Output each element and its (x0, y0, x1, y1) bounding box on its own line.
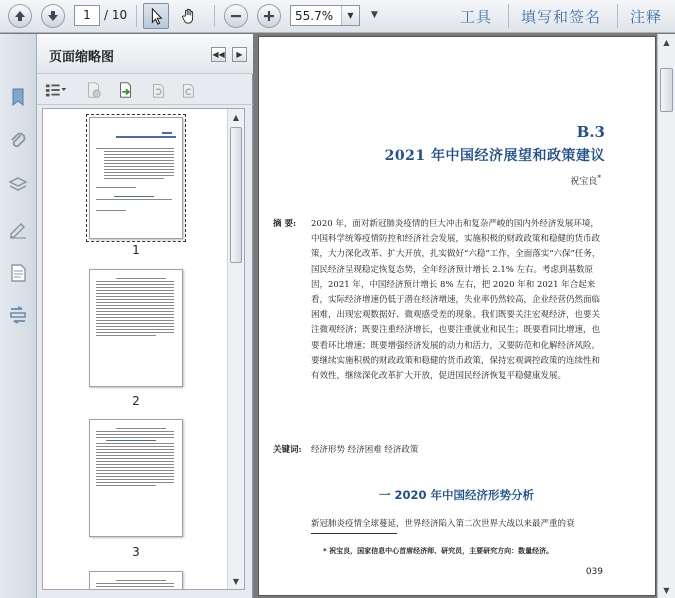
page-thumbnail[interactable] (89, 571, 183, 590)
document-view (254, 34, 675, 598)
zoom-value: 55.7% (295, 9, 334, 23)
panel-toolbar (37, 75, 253, 105)
thumbnail-list (42, 108, 245, 590)
abstract-text: 2020 年，面对新冠肺炎疫情的巨大冲击和复杂严峻的国内外经济发展环境，中国科学统筹疫情防控和经济社会发展，实施积极的财政政策和稳健的货币政策，大力深化改革、扩大开放，扎实做好“六稳”工作，全面落实“六保”任务，国民经济呈现稳定恢复态势，全年经济预计增长 2.1% 左右。考虑到基数原因，2021 年，中国经济预计增长 8% 左右，把 2020 年和 2021 年合起来看，实际经济增速仍低于潜在经济增速，失业率仍然较高，企业经营仍然面临困难，出现宏观数据好、微观感受差的现象。我们既要关注宏观经济，也要关注微观经济；既要注重经济增长，也要注重就业和民生；既要看同比增速，也要看环比增速；既要增强经济发展的动力和活力，又要防范和化解经济风险。要继续实施积极的财政政策和稳健的货币政策，保持宏观调控政策的连续性和有效性，继续深化改革扩大开放，促进国民经济恢复平稳健康发展。 (311, 219, 601, 382)
paperclip-icon (7, 130, 29, 152)
page-icon (7, 262, 29, 284)
abstract (273, 217, 607, 384)
chapter-number: B.3 (576, 123, 605, 141)
zoom-in-button[interactable] (257, 4, 281, 28)
scroll-down-icon[interactable]: ▼ (232, 576, 240, 586)
section-heading: 一 2020 年中国经济形势分析 (379, 488, 535, 502)
options-menu-icon (45, 82, 67, 98)
bookmark-icon (7, 86, 29, 108)
scroll-thumb[interactable] (230, 127, 242, 263)
pen-signature-icon (7, 218, 29, 240)
layers-button[interactable] (5, 172, 31, 198)
scroll-down-icon[interactable]: ▼ (663, 585, 670, 595)
comment-menu[interactable]: 注释 (630, 8, 663, 26)
arrow-up-icon (13, 9, 27, 23)
page-number-input[interactable]: 1 (74, 5, 100, 26)
author (570, 173, 601, 187)
cursor-icon (147, 7, 165, 25)
document-title: 2021 年中国经济展望和政策建议 (384, 148, 605, 164)
bookmark-button[interactable] (5, 84, 31, 110)
attachments-button[interactable] (5, 128, 31, 154)
rotate-cw-button[interactable] (177, 79, 199, 101)
rotate-left-icon (149, 81, 167, 99)
options-button[interactable] (45, 79, 67, 101)
hand-tool-button[interactable] (176, 3, 202, 29)
zoom-out-button[interactable] (224, 4, 248, 28)
sort-icon (7, 304, 29, 326)
footnote-marker: * (597, 173, 601, 182)
arrow-down-icon (46, 9, 60, 23)
previous-page-button[interactable] (8, 4, 32, 28)
delete-page-icon (85, 81, 103, 99)
toolbar-divider (617, 4, 618, 28)
document-page (258, 36, 656, 596)
toolbar-divider (508, 4, 509, 28)
thumbnail-label: 3 (132, 545, 140, 559)
footnote-divider (311, 533, 397, 534)
scroll-thumb[interactable] (660, 68, 673, 112)
abstract-label: 摘 要: (273, 219, 297, 229)
more-tools-icon[interactable]: ▼ (371, 10, 378, 20)
thumbnail-label: 1 (132, 243, 140, 257)
navigation-rail (0, 34, 37, 598)
insert-page-icon (117, 81, 135, 99)
signatures-button[interactable] (5, 216, 31, 242)
hand-icon (180, 7, 198, 25)
pages-button[interactable] (5, 260, 31, 286)
next-page-button[interactable] (41, 4, 65, 28)
page-thumbnail[interactable] (89, 269, 183, 387)
chevron-down-icon[interactable]: ▼ (341, 6, 359, 25)
minus-icon (229, 9, 243, 23)
body-text: 新冠肺炎疫情全球蔓延，世界经济陷入第二次世界大战以来最严重的衰 (311, 519, 575, 529)
collapse-panel-button[interactable]: ◀◀ (211, 47, 226, 62)
thumbnail-panel (37, 34, 253, 598)
tools-menu[interactable]: 工具 (460, 8, 493, 26)
document-scrollbar[interactable] (657, 34, 675, 598)
page-thumbnail[interactable] (89, 419, 183, 537)
toolbar-divider (136, 5, 137, 27)
scroll-up-icon[interactable]: ▲ (232, 112, 240, 122)
thumbnail-label: 2 (132, 394, 140, 408)
author-name: 祝宝良 (570, 177, 598, 187)
toolbar-divider (214, 5, 215, 27)
page-total: / 10 (104, 8, 128, 22)
panel-title: 页面缩略图 (49, 50, 115, 65)
keywords-text: 经济形势 经济困难 经济政策 (311, 445, 419, 455)
footnote: * 祝宝良，国家信息中心首席经济师、研究员，主要研究方向：数量经济。 (323, 547, 554, 555)
zoom-select[interactable] (290, 5, 360, 26)
compare-button[interactable] (5, 302, 31, 328)
expand-panel-button[interactable]: ▶ (232, 47, 247, 62)
plus-icon (262, 9, 276, 23)
layers-icon (7, 174, 29, 196)
insert-page-button[interactable] (115, 79, 137, 101)
page-number: 039 (585, 567, 603, 577)
page-thumbnail[interactable] (89, 117, 183, 239)
delete-page-button[interactable] (83, 79, 105, 101)
select-tool-button[interactable] (143, 3, 169, 29)
panel-header (37, 34, 253, 74)
fill-sign-menu[interactable]: 填写和签名 (521, 8, 602, 26)
rotate-right-icon (179, 81, 197, 99)
keywords (273, 443, 611, 455)
main-toolbar (0, 0, 675, 33)
thumbnail-scrollbar[interactable] (227, 109, 244, 589)
keywords-label: 关键词: (273, 445, 302, 455)
rotate-ccw-button[interactable] (147, 79, 169, 101)
scroll-up-icon[interactable]: ▲ (663, 37, 670, 47)
